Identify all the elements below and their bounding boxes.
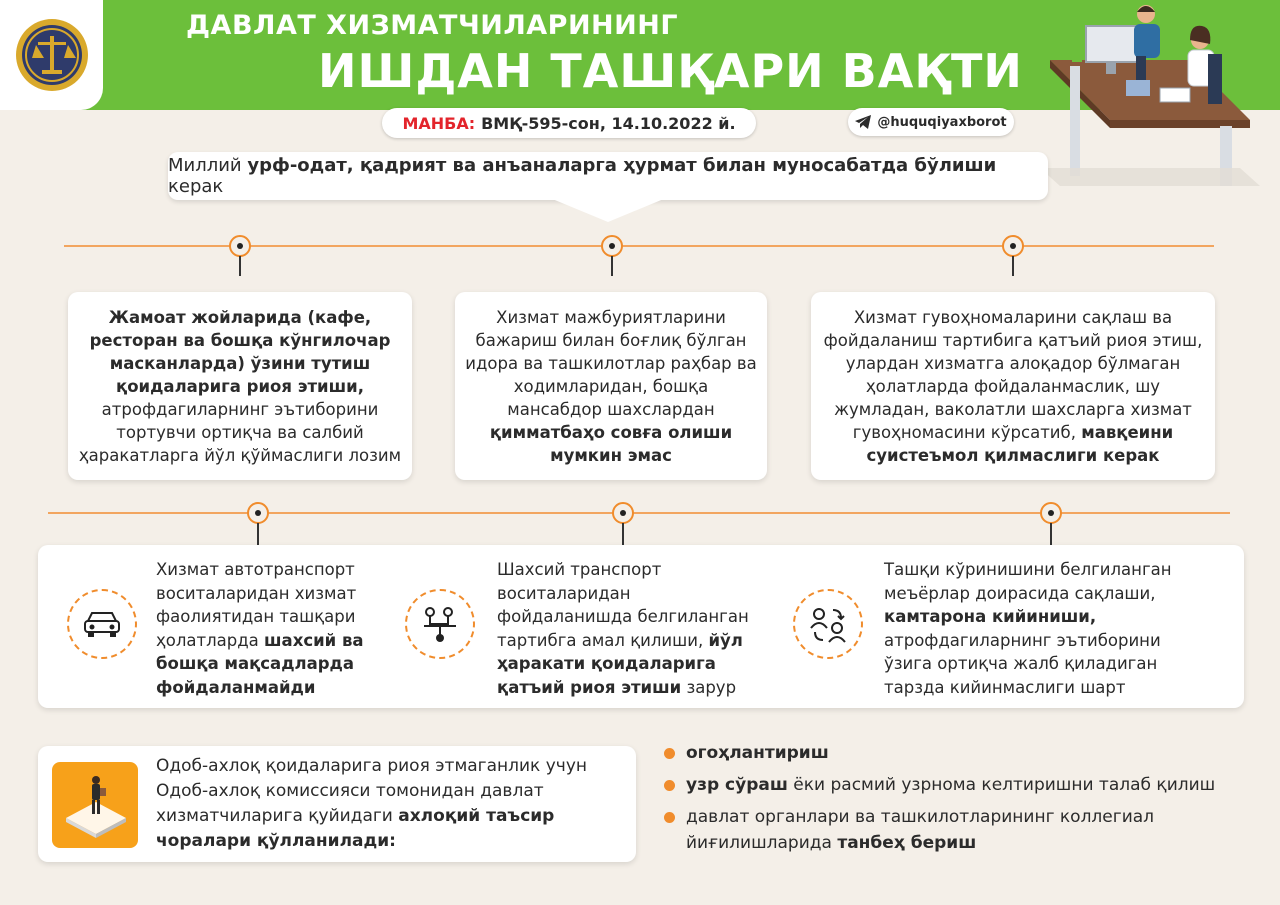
row-item-2 bbox=[497, 558, 767, 699]
title-line-1: ДАВЛАТ ХИЗМАТЧИЛАРИНИНГ bbox=[186, 10, 679, 41]
rule-card-3 bbox=[811, 292, 1215, 480]
rule-card-2 bbox=[455, 292, 767, 480]
row-item-2-bold: йўл ҳаракати қоидаларига қатъий риоя этиши bbox=[497, 630, 743, 697]
row-item-1-text: Хизмат автотранспорт воситаларидан хизмат фаолиятидан ташқари ҳолатларда bbox=[156, 560, 357, 650]
dress-code-icon bbox=[807, 604, 849, 644]
top-statement-bold: урф-одат, қадрият ва анъаналарга ҳурмат билан муносабатда бўлиши bbox=[247, 155, 997, 176]
connector bbox=[257, 523, 259, 545]
emblem-logo-icon bbox=[12, 12, 92, 98]
source-label: МАНБА: bbox=[402, 113, 476, 133]
measures-icon-box bbox=[52, 762, 138, 848]
bullet-3-pre: давлат органлари ва ташкилотларининг коллегиал йиғилишларида bbox=[686, 807, 1155, 853]
measures-text bbox=[156, 754, 626, 854]
timeline-node bbox=[601, 235, 623, 257]
list-item bbox=[662, 772, 1262, 798]
logo-container bbox=[0, 0, 103, 110]
bubble-tail bbox=[550, 198, 666, 222]
connector bbox=[1012, 256, 1014, 276]
rule-card-1 bbox=[68, 292, 412, 480]
list-item bbox=[662, 740, 1262, 766]
row-item-2-text: Шахсий транспорт воситаларидан фойдаланишда белгиланган тартибга амал қилиши, bbox=[497, 560, 749, 650]
connector bbox=[622, 523, 624, 545]
person-on-tablet-icon bbox=[52, 762, 138, 848]
route-icon bbox=[420, 604, 460, 644]
bullet-2-bold: узр сўраш bbox=[686, 775, 788, 795]
bullet-3-bold: танбеҳ бериш bbox=[837, 833, 977, 853]
source-value: ВМҚ-595-сон, 14.10.2022 й. bbox=[481, 113, 736, 133]
rule-card-1-bold: Жамоат жойларида (кафе, ресторан ва бошқа кўнгилочар масканларда) ўзини тутиш қоидаларига риоя этиши, bbox=[89, 307, 391, 396]
rule-card-2-bold: қимматбаҳо совға олиши мумкин эмас bbox=[489, 422, 733, 465]
rule-card-3-bold: мавқеини суистеъмол қилмаслиги керак bbox=[866, 422, 1174, 465]
car-icon-circle bbox=[67, 589, 137, 659]
measures-text-bold: ахлоқий таъсир чоралари қўлланилади: bbox=[156, 806, 555, 851]
measures-panel bbox=[38, 746, 636, 862]
row-item-2-post: зарур bbox=[681, 677, 737, 697]
timeline-node bbox=[247, 502, 269, 524]
top-statement-bubble bbox=[168, 152, 1048, 200]
row-item-3-text: Ташқи кўринишини белгиланган меъёрлар доирасида сақлаши, bbox=[884, 560, 1172, 603]
timeline-node bbox=[229, 235, 251, 257]
bullet-2-post: ёки расмий узрнома келтиришни талаб қилиш bbox=[787, 775, 1216, 795]
source-badge bbox=[382, 108, 756, 138]
timeline-node bbox=[1002, 235, 1024, 257]
row-item-3-post: атрофдагиларнинг эътиборини ўзига ортиқча жалб қиладиган тарзда кийинмаслиги шарт bbox=[884, 630, 1161, 697]
rule-card-1-text: атрофдагиларнинг эътиборини тортувчи ортиқча ва салбий ҳаракатларга йўл қўймаслиги лозим bbox=[78, 399, 402, 465]
timeline-node bbox=[612, 502, 634, 524]
title-line-2: ИШДАН ТАШҚАРИ ВАҚТИ bbox=[318, 44, 1023, 98]
connector bbox=[611, 256, 613, 276]
route-icon-circle bbox=[405, 589, 475, 659]
row-item-1-bold: шахсий ва бошқа мақсадларда фойдаланмайди bbox=[156, 630, 364, 697]
top-statement-post: керак bbox=[168, 176, 224, 197]
rule-card-3-text: Хизмат гувоҳномаларини сақлаш ва фойдаланиш тартибига қатъий риоя этиш, улардан хизматга алоқадор бўлмаган ҳолатларда фойдаланмаслик, шу жумладан, ваколатли шахсларга хизмат гувоҳномасини кўрсатиб, bbox=[823, 307, 1203, 442]
telegram-icon bbox=[855, 115, 871, 129]
office-workers-illustration bbox=[1040, 0, 1260, 195]
connector bbox=[1050, 523, 1052, 545]
telegram-badge[interactable] bbox=[848, 108, 1014, 136]
rule-card-2-text: Хизмат мажбуриятларини бажариш билан боғлиқ бўлган идора ва ташкилотлар раҳбар ва ходимларидан, бошқа мансабдор шахслардан bbox=[465, 307, 757, 419]
telegram-handle: @huquqiyaxborot bbox=[877, 114, 1007, 130]
timeline-node bbox=[1040, 502, 1062, 524]
row-item-3-bold: камтарона кийиниши, bbox=[884, 607, 1097, 626]
measures-text-plain: Одоб-ахлоқ қоидаларига риоя этмаганлик учун Одоб-ахлоқ комиссияси томонидан давлат хизматчиларига қуйидаги bbox=[156, 756, 588, 826]
bullet-1-bold: огоҳлантириш bbox=[686, 743, 829, 763]
row-item-3 bbox=[884, 558, 1194, 699]
dress-code-icon-circle bbox=[793, 589, 863, 659]
list-item bbox=[662, 804, 1262, 856]
measures-list bbox=[662, 740, 1262, 862]
car-icon bbox=[82, 609, 122, 639]
row-item-1 bbox=[156, 558, 386, 699]
connector bbox=[239, 256, 241, 276]
top-statement-pre: Миллий bbox=[168, 155, 248, 176]
